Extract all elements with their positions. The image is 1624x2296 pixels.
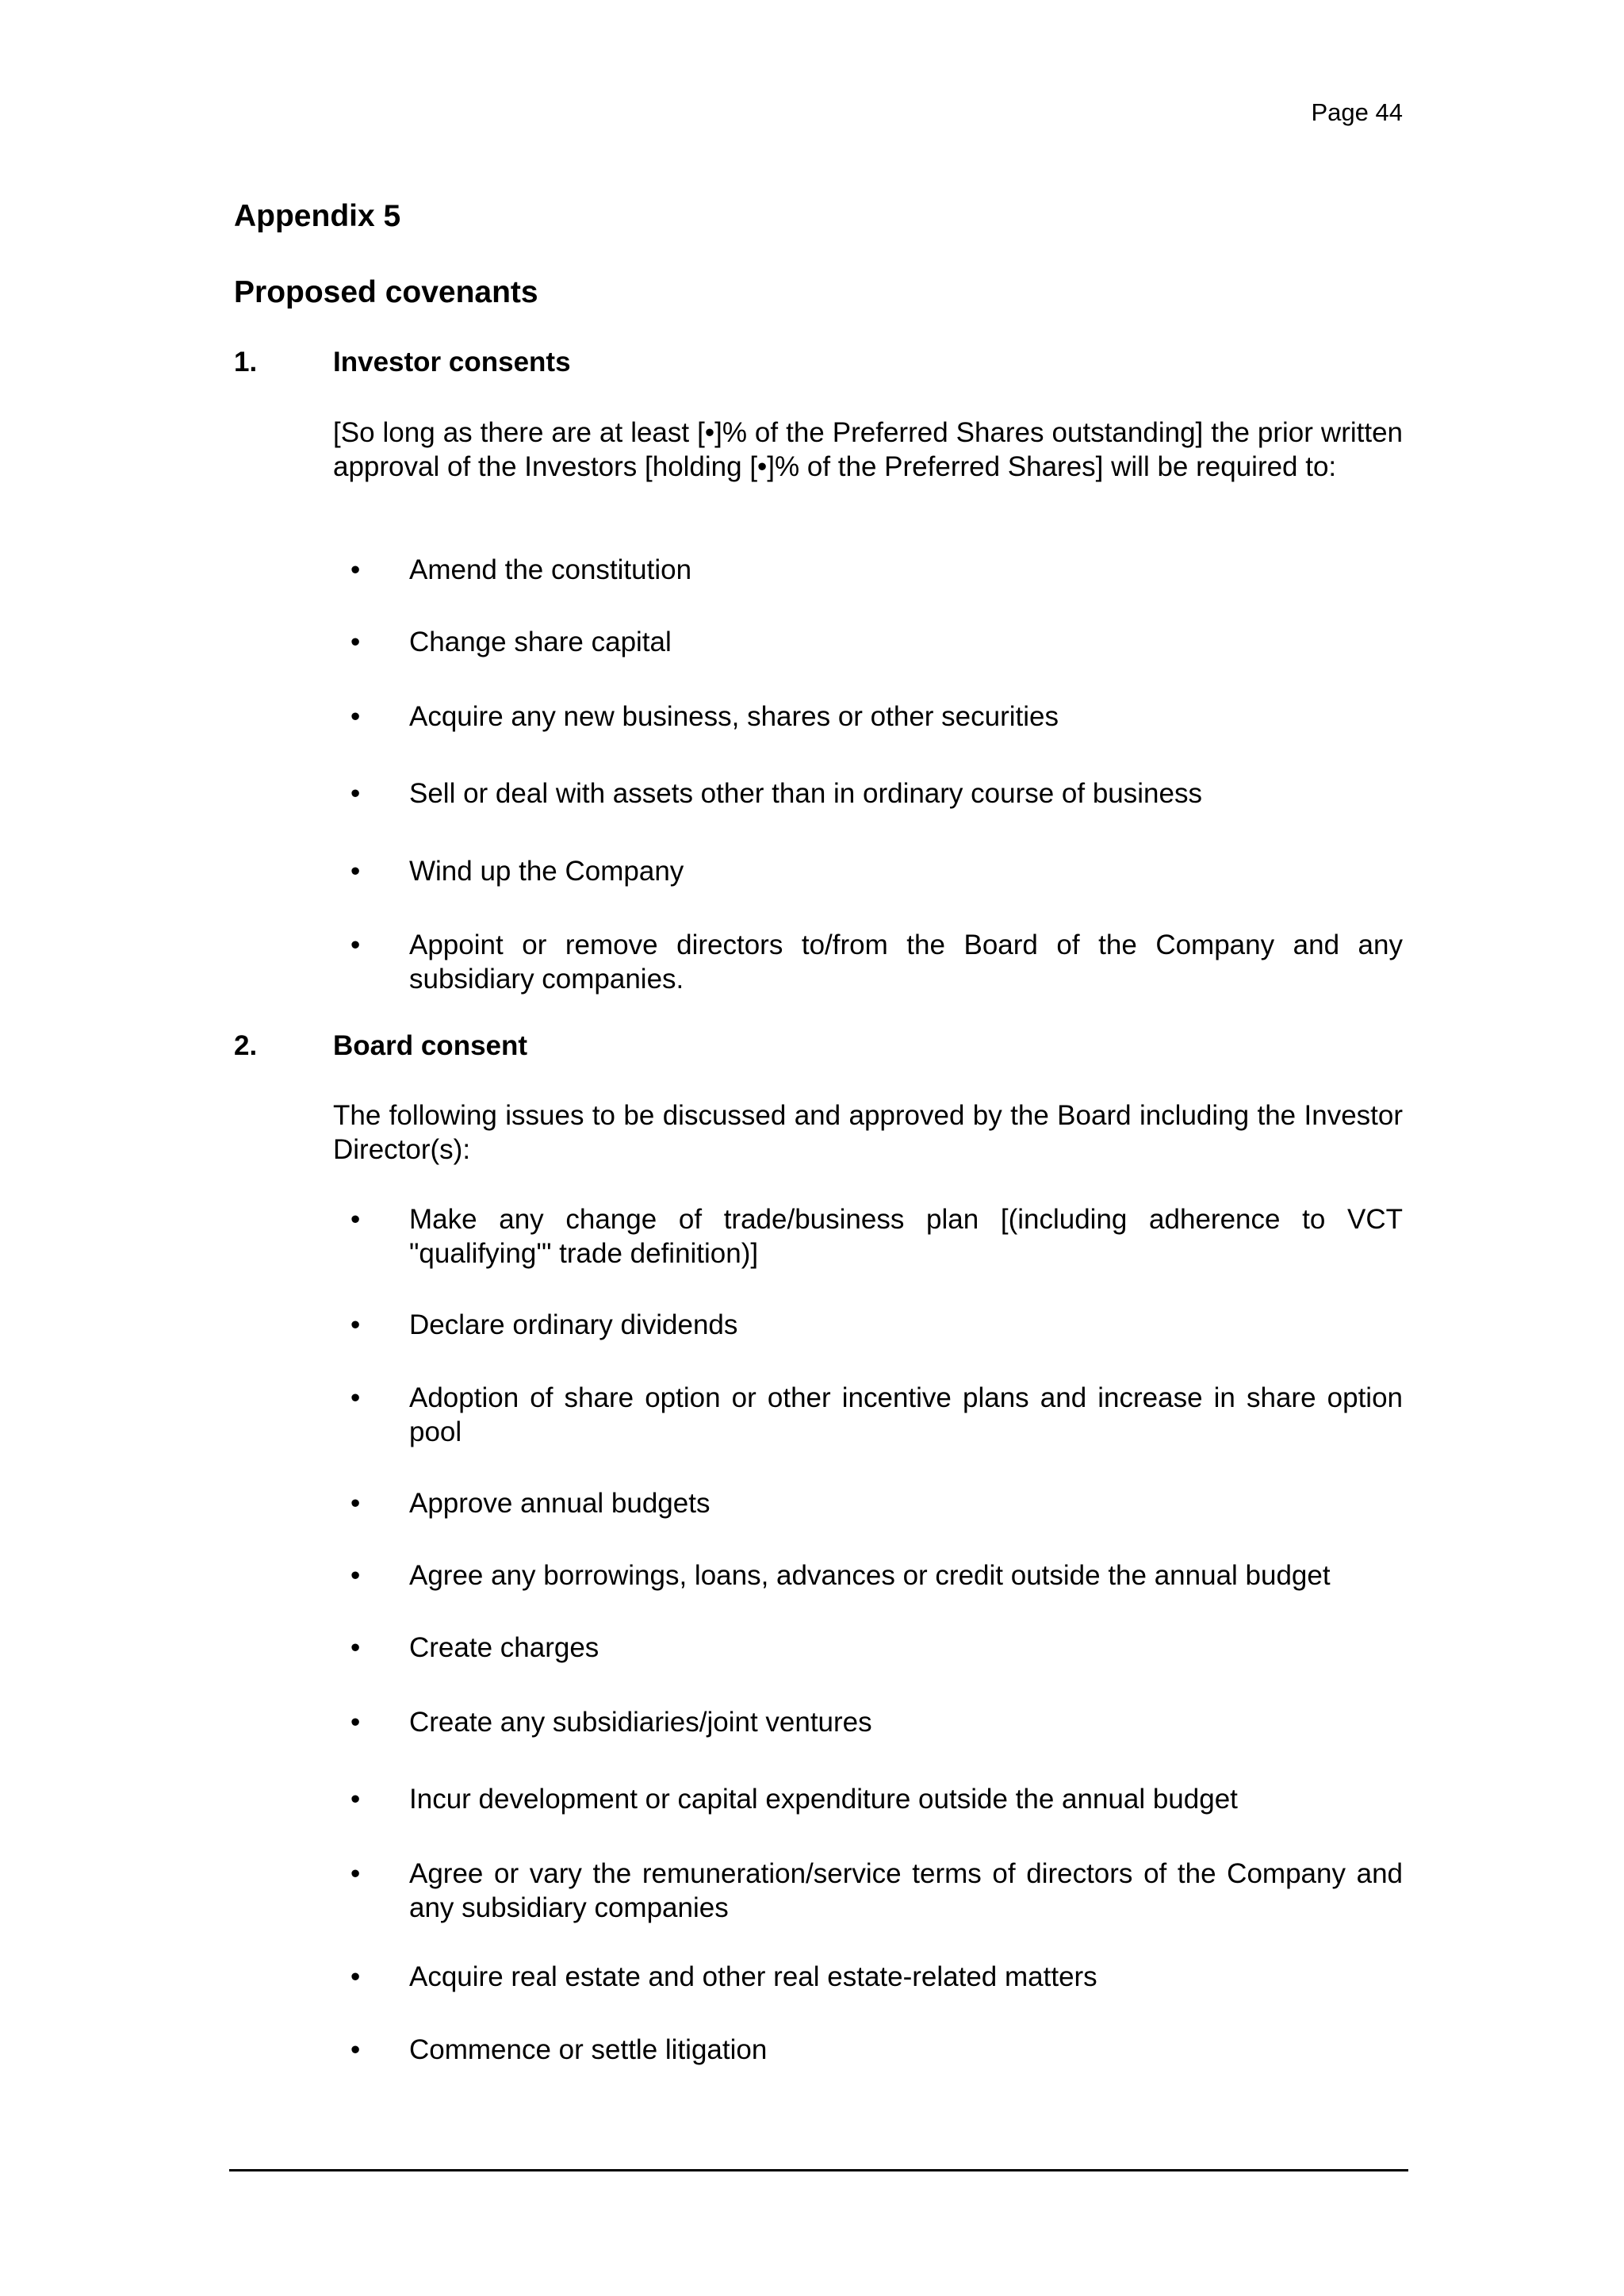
- bullet-icon: •: [350, 701, 361, 732]
- bullet-icon: •: [350, 1632, 361, 1663]
- section-1-heading: [234, 346, 1403, 379]
- list-item: [333, 776, 1403, 811]
- list-item-text: Incur development or capital expenditure outside the annual budget: [409, 1784, 1238, 1815]
- list-item: [333, 1960, 1403, 1994]
- list-item-text: Agree any borrowings, loans, advances or credit outside the annual budget: [409, 1560, 1331, 1591]
- list-item: [333, 1308, 1403, 1342]
- bullet-icon: •: [350, 1309, 361, 1340]
- list-item: [333, 700, 1403, 734]
- bullet-icon: •: [350, 1204, 361, 1235]
- list-item-text: Create charges: [409, 1632, 599, 1663]
- list-item-text: Make any change of trade/business plan [(including adherence to VCT "qualifying'" trade definition)]: [409, 1204, 1403, 1269]
- list-item: [333, 1381, 1403, 1449]
- list-item: [333, 1558, 1403, 1593]
- list-item: [333, 1782, 1403, 1816]
- section-2-intro: The following issues to be discussed and approved by the Board including the Investor Director(s):: [333, 1100, 1403, 1165]
- section-2-heading: [234, 1029, 1403, 1063]
- list-item-text: Declare ordinary dividends: [409, 1309, 738, 1340]
- bullet-icon: •: [350, 778, 361, 809]
- list-item-text: Acquire real estate and other real estate-related matters: [409, 1961, 1097, 1992]
- list-item-text: Create any subsidiaries/joint ventures: [409, 1707, 872, 1738]
- footer-divider: [229, 2169, 1408, 2171]
- page-number: Page 44: [1311, 98, 1403, 126]
- list-item: [333, 2033, 1403, 2067]
- section-1-number: 1.: [234, 347, 258, 378]
- list-item-text: Approve annual budgets: [409, 1488, 710, 1519]
- list-item: [333, 928, 1403, 996]
- list-item-text: Appoint or remove directors to/from the Board of the Company and any subsidiary companies.: [409, 930, 1403, 995]
- bullet-icon: •: [350, 1707, 361, 1738]
- list-item: [333, 854, 1403, 888]
- list-item: [333, 1486, 1403, 1520]
- bullet-icon: •: [350, 930, 361, 960]
- bullet-icon: •: [350, 2034, 361, 2065]
- list-item-text: Change share capital: [409, 627, 672, 657]
- list-item-text: Amend the constitution: [409, 554, 692, 585]
- section-2-number: 2.: [234, 1030, 258, 1061]
- list-item-text: Acquire any new business, shares or other securities: [409, 701, 1059, 732]
- section-1-title: Investor consents: [333, 347, 571, 378]
- section-2-title: Board consent: [333, 1030, 528, 1061]
- list-item: [333, 1705, 1403, 1739]
- list-item: [333, 553, 1403, 587]
- appendix-heading: Appendix 5: [234, 199, 401, 233]
- bullet-icon: •: [350, 1382, 361, 1413]
- list-item-text: Sell or deal with assets other than in ordinary course of business: [409, 778, 1202, 809]
- bullet-icon: •: [350, 1858, 361, 1889]
- bullet-icon: •: [350, 1961, 361, 1992]
- list-item-text: Commence or settle litigation: [409, 2034, 768, 2065]
- list-item-text: Wind up the Company: [409, 856, 684, 887]
- list-item: [333, 1631, 1403, 1665]
- list-item-text: Adoption of share option or other incentive plans and increase in share option pool: [409, 1382, 1403, 1447]
- section-1-intro: [So long as there are at least [•]% of the Preferred Shares outstanding] the prior written approval of the Investors [holding [•]% of the Preferred Shares] will be required to:: [333, 417, 1403, 482]
- bullet-icon: •: [350, 1560, 361, 1591]
- bullet-icon: •: [350, 554, 361, 585]
- bullet-icon: •: [350, 856, 361, 887]
- bullet-icon: •: [350, 1488, 361, 1519]
- bullet-icon: •: [350, 1784, 361, 1815]
- bullet-icon: •: [350, 627, 361, 657]
- list-item: [333, 1857, 1403, 1925]
- document-title: Proposed covenants: [234, 275, 538, 309]
- list-item-text: Agree or vary the remuneration/service terms of directors of the Company and any subsidiary companies: [409, 1858, 1403, 1923]
- list-item: [333, 1202, 1403, 1271]
- list-item: [333, 625, 1403, 659]
